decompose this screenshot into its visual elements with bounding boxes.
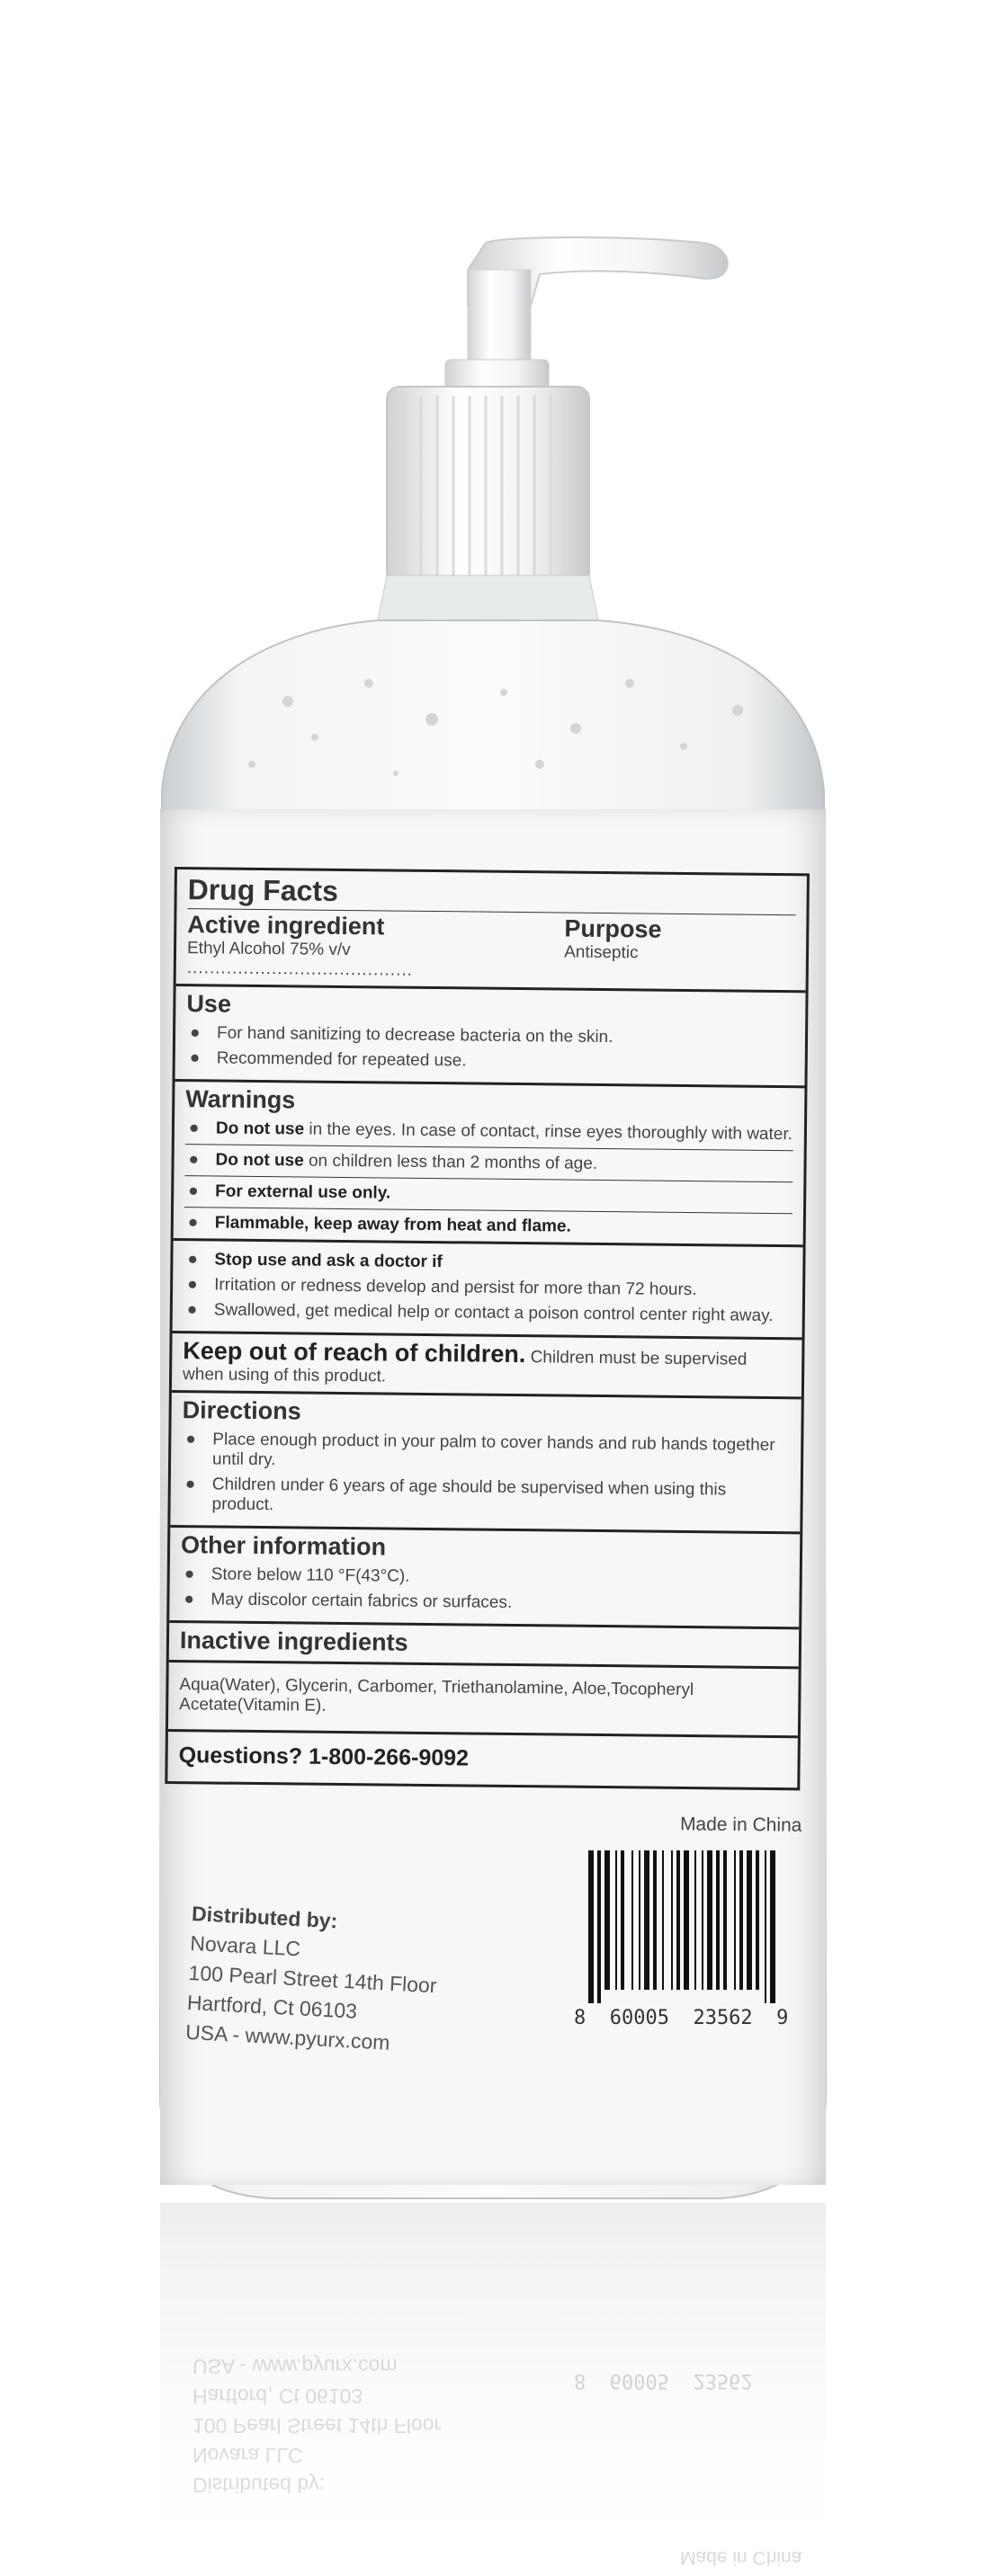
distributor-line: Novara LLC (189, 1930, 301, 1961)
warnings-section (174, 1082, 805, 1247)
product-label (160, 809, 826, 2185)
reflection-made-in: Made in China (680, 2547, 802, 2568)
distributor-line: 100 Pearl Street 14th Floor (188, 1960, 438, 1998)
warning-item: ● Do not use on children less than 2 months of age. (184, 1145, 792, 1182)
bullet-icon: ● (184, 1590, 195, 1609)
inactive-ingredients-text: Aqua(Water), Glycerin, Carbomer, Triethanolamine, Aloe,Tocopheryl Acetate(Vitamin E). (179, 1675, 694, 1716)
purpose-heading: Purpose (564, 914, 662, 943)
bullet-icon: ● (188, 1181, 199, 1201)
warning-item: ● Flammable, keep away from heat and flame. (187, 1213, 571, 1236)
list-item: ● Children under 6 years of age should be supervised when using this product. (184, 1475, 727, 1515)
bullet-icon: ● (185, 1430, 196, 1449)
list-item: ● Irritation or redness develop and persist for more than 72 hours. (187, 1275, 697, 1300)
barcode (585, 1850, 820, 2003)
active-ingredient-heading: Active ingredient (187, 911, 385, 940)
questions-section (167, 1732, 798, 1787)
warning-item: ● Do not use in the eyes. In case of contact, rinse eyes thoroughly with water. (185, 1113, 793, 1151)
bullet-icon: ● (189, 1048, 201, 1068)
distributor-heading: Distributed by: (191, 1901, 338, 1933)
ingredient-name: Ethyl Alcohol 75% v/v (186, 939, 351, 960)
ingredient-leader: ........................................ (186, 958, 414, 980)
reflection-distributor: Distributed by: Novara LLC 100 Pearl Street 14th Floor Hartford, Ct 06103 USA - www.pyurx.com (193, 2355, 442, 2497)
reflection-digits: 8 60005 23562 (574, 2369, 753, 2392)
bullet-icon: ● (184, 1564, 195, 1584)
bullet-icon: ● (187, 1275, 198, 1295)
keep-out-heading: Keep out of reach of children. (183, 1337, 526, 1368)
list-item: ● Stop use and ask a doctor if (187, 1250, 443, 1272)
list-item: ● May discolor certain fabrics or surfaces. (184, 1590, 513, 1612)
bullet-icon: ● (188, 1150, 200, 1170)
warning-item: ● For external use only. (184, 1176, 792, 1214)
list-item: ● Swallowed, get medical help or contact a poison control center right away. (186, 1300, 774, 1325)
bullet-icon: ● (187, 1250, 199, 1270)
list-item: ● Place enough product in your palm to cover hands and rub hands together until dry. (185, 1430, 775, 1470)
directions-heading: Directions (182, 1396, 301, 1425)
inactive-ingredients-heading-section (169, 1623, 799, 1669)
keep-out-section (172, 1333, 802, 1399)
keep-out-text: Children must be supervised when using of this product. (182, 1348, 748, 1386)
use-list (186, 1023, 794, 1074)
pump-cap (387, 387, 589, 584)
bullet-icon: ● (186, 1300, 198, 1320)
stop-use-section (173, 1241, 803, 1340)
inactive-ingredients-heading: Inactive ingredients (179, 1627, 408, 1656)
drug-facts-panel (165, 867, 810, 1790)
bullet-icon: ● (189, 1023, 201, 1043)
bullet-icon: ● (184, 1475, 196, 1494)
other-information-heading: Other information (180, 1531, 387, 1561)
list-item: ● Store below 110 °F(43°C). (184, 1564, 410, 1586)
distributor-line: Hartford, Ct 06103 (186, 1990, 358, 2023)
warnings-heading: Warnings (185, 1085, 296, 1114)
other-information-section (169, 1528, 800, 1629)
drug-facts-title: Drug Facts (187, 873, 339, 907)
list-item: ● Recommended for repeated use. (189, 1048, 467, 1071)
distributor-block (184, 1899, 440, 2060)
questions-phone: Questions? 1-800-266-9092 (178, 1743, 470, 1771)
made-in-label: Made in China (679, 1814, 802, 1836)
active-ingredient-section (176, 869, 807, 993)
barcode-digits: 8 60005 23562 9 (574, 2007, 789, 2029)
label-reflection (160, 2194, 826, 2572)
bullet-icon: ● (187, 1213, 199, 1233)
bullet-icon: ● (188, 1119, 200, 1138)
distributor-line: USA - www.pyurx.com (184, 2019, 391, 2055)
ingredient-purpose: Antiseptic (564, 942, 639, 963)
use-heading: Use (186, 990, 232, 1018)
directions-section (170, 1393, 801, 1534)
list-item: ● For hand sanitizing to decrease bacteria on the skin. (189, 1023, 613, 1047)
use-section (175, 986, 805, 1088)
inactive-ingredients-section (168, 1662, 799, 1738)
